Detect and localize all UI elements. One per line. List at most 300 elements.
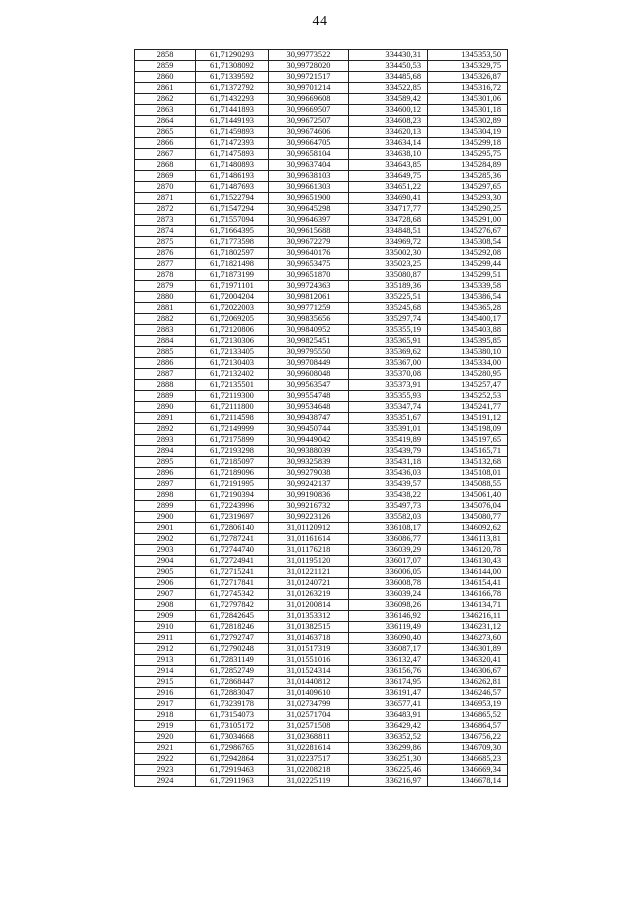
point-number-cell: 2920 xyxy=(135,732,196,743)
table-row xyxy=(135,490,508,501)
latitude-cell: 61,72191995 xyxy=(196,479,269,490)
longitude-cell: 30,99653475 xyxy=(269,259,349,270)
point-number-cell: 2874 xyxy=(135,226,196,237)
x-coordinate-cell: 335297,74 xyxy=(349,314,428,325)
y-coordinate-cell: 1345301,06 xyxy=(428,94,508,105)
coordinates-table xyxy=(134,49,508,787)
point-number-cell: 2876 xyxy=(135,248,196,259)
point-number-cell: 2867 xyxy=(135,149,196,160)
longitude-cell: 31,01382515 xyxy=(269,622,349,633)
table-row xyxy=(135,644,508,655)
x-coordinate-cell: 335365,91 xyxy=(349,336,428,347)
latitude-cell: 61,72744740 xyxy=(196,545,269,556)
x-coordinate-cell: 336352,52 xyxy=(349,732,428,743)
latitude-cell: 61,71459893 xyxy=(196,127,269,138)
y-coordinate-cell: 1345080,77 xyxy=(428,512,508,523)
y-coordinate-cell: 1345241,77 xyxy=(428,402,508,413)
longitude-cell: 31,02208218 xyxy=(269,765,349,776)
table-row xyxy=(135,754,508,765)
x-coordinate-cell: 334450,53 xyxy=(349,61,428,72)
longitude-cell: 30,99825451 xyxy=(269,336,349,347)
point-number-cell: 2902 xyxy=(135,534,196,545)
latitude-cell: 61,71480893 xyxy=(196,160,269,171)
longitude-cell: 30,99669608 xyxy=(269,94,349,105)
latitude-cell: 61,71773598 xyxy=(196,237,269,248)
x-coordinate-cell: 334848,51 xyxy=(349,226,428,237)
table-row xyxy=(135,655,508,666)
table-row xyxy=(135,391,508,402)
longitude-cell: 30,99646397 xyxy=(269,215,349,226)
longitude-cell: 30,99795550 xyxy=(269,347,349,358)
point-number-cell: 2908 xyxy=(135,600,196,611)
x-coordinate-cell: 335355,19 xyxy=(349,325,428,336)
table-row xyxy=(135,633,508,644)
longitude-cell: 31,02237517 xyxy=(269,754,349,765)
longitude-cell: 31,01161614 xyxy=(269,534,349,545)
table-row xyxy=(135,479,508,490)
y-coordinate-cell: 1345380,10 xyxy=(428,347,508,358)
point-number-cell: 2912 xyxy=(135,644,196,655)
table-row xyxy=(135,556,508,567)
point-number-cell: 2872 xyxy=(135,204,196,215)
y-coordinate-cell: 1345403,88 xyxy=(428,325,508,336)
longitude-cell: 30,99554748 xyxy=(269,391,349,402)
point-number-cell: 2914 xyxy=(135,666,196,677)
longitude-cell: 30,99638103 xyxy=(269,171,349,182)
latitude-cell: 61,71308092 xyxy=(196,61,269,72)
y-coordinate-cell: 1346273,60 xyxy=(428,633,508,644)
point-number-cell: 2881 xyxy=(135,303,196,314)
y-coordinate-cell: 1345353,50 xyxy=(428,50,508,61)
table-row xyxy=(135,105,508,116)
y-coordinate-cell: 1345061,40 xyxy=(428,490,508,501)
x-coordinate-cell: 336429,42 xyxy=(349,721,428,732)
longitude-cell: 30,99449042 xyxy=(269,435,349,446)
x-coordinate-cell: 334638,10 xyxy=(349,149,428,160)
point-number-cell: 2889 xyxy=(135,391,196,402)
longitude-cell: 30,99661303 xyxy=(269,182,349,193)
latitude-cell: 61,72717841 xyxy=(196,578,269,589)
x-coordinate-cell: 334643,85 xyxy=(349,160,428,171)
latitude-cell: 61,72831149 xyxy=(196,655,269,666)
point-number-cell: 2904 xyxy=(135,556,196,567)
table-row xyxy=(135,468,508,479)
latitude-cell: 61,72911963 xyxy=(196,776,269,787)
table-row xyxy=(135,380,508,391)
table-row xyxy=(135,545,508,556)
x-coordinate-cell: 336132,47 xyxy=(349,655,428,666)
y-coordinate-cell: 1345252,53 xyxy=(428,391,508,402)
point-number-cell: 2903 xyxy=(135,545,196,556)
table-row xyxy=(135,336,508,347)
table-row xyxy=(135,369,508,380)
longitude-cell: 30,99835656 xyxy=(269,314,349,325)
longitude-cell: 31,02281614 xyxy=(269,743,349,754)
latitude-cell: 61,73239178 xyxy=(196,699,269,710)
latitude-cell: 61,72868447 xyxy=(196,677,269,688)
table-row xyxy=(135,413,508,424)
table-row xyxy=(135,259,508,270)
y-coordinate-cell: 1345304,19 xyxy=(428,127,508,138)
y-coordinate-cell: 1346120,78 xyxy=(428,545,508,556)
x-coordinate-cell: 334608,23 xyxy=(349,116,428,127)
y-coordinate-cell: 1346154,41 xyxy=(428,578,508,589)
y-coordinate-cell: 1345165,71 xyxy=(428,446,508,457)
longitude-cell: 31,02225119 xyxy=(269,776,349,787)
y-coordinate-cell: 1346130,43 xyxy=(428,556,508,567)
table-row xyxy=(135,578,508,589)
table-row xyxy=(135,61,508,72)
x-coordinate-cell: 334651,22 xyxy=(349,182,428,193)
x-coordinate-cell: 334649,75 xyxy=(349,171,428,182)
longitude-cell: 30,99608048 xyxy=(269,369,349,380)
point-number-cell: 2888 xyxy=(135,380,196,391)
y-coordinate-cell: 1346864,57 xyxy=(428,721,508,732)
longitude-cell: 30,99534648 xyxy=(269,402,349,413)
y-coordinate-cell: 1345329,75 xyxy=(428,61,508,72)
point-number-cell: 2885 xyxy=(135,347,196,358)
point-number-cell: 2884 xyxy=(135,336,196,347)
point-number-cell: 2860 xyxy=(135,72,196,83)
y-coordinate-cell: 1346246,57 xyxy=(428,688,508,699)
y-coordinate-cell: 1345400,17 xyxy=(428,314,508,325)
table-row xyxy=(135,699,508,710)
point-number-cell: 2873 xyxy=(135,215,196,226)
x-coordinate-cell: 336039,29 xyxy=(349,545,428,556)
table-row xyxy=(135,50,508,61)
y-coordinate-cell: 1345299,51 xyxy=(428,270,508,281)
table-row xyxy=(135,424,508,435)
x-coordinate-cell: 336577,41 xyxy=(349,699,428,710)
table-row xyxy=(135,83,508,94)
table-row xyxy=(135,402,508,413)
point-number-cell: 2882 xyxy=(135,314,196,325)
longitude-cell: 30,99771259 xyxy=(269,303,349,314)
point-number-cell: 2886 xyxy=(135,358,196,369)
point-number-cell: 2883 xyxy=(135,325,196,336)
point-number-cell: 2913 xyxy=(135,655,196,666)
x-coordinate-cell: 336017,07 xyxy=(349,556,428,567)
latitude-cell: 61,71290293 xyxy=(196,50,269,61)
table-row xyxy=(135,622,508,633)
x-coordinate-cell: 336251,30 xyxy=(349,754,428,765)
point-number-cell: 2864 xyxy=(135,116,196,127)
table-row xyxy=(135,204,508,215)
latitude-cell: 61,72149999 xyxy=(196,424,269,435)
point-number-cell: 2898 xyxy=(135,490,196,501)
y-coordinate-cell: 1345198,09 xyxy=(428,424,508,435)
longitude-cell: 30,99216732 xyxy=(269,501,349,512)
x-coordinate-cell: 335225,51 xyxy=(349,292,428,303)
table-row xyxy=(135,446,508,457)
y-coordinate-cell: 1346306,67 xyxy=(428,666,508,677)
latitude-cell: 61,72787241 xyxy=(196,534,269,545)
y-coordinate-cell: 1345297,65 xyxy=(428,182,508,193)
x-coordinate-cell: 335347,74 xyxy=(349,402,428,413)
longitude-cell: 30,99615688 xyxy=(269,226,349,237)
y-coordinate-cell: 1346144,00 xyxy=(428,567,508,578)
x-coordinate-cell: 335439,79 xyxy=(349,446,428,457)
point-number-cell: 2922 xyxy=(135,754,196,765)
point-number-cell: 2859 xyxy=(135,61,196,72)
latitude-cell: 61,71802597 xyxy=(196,248,269,259)
table-row xyxy=(135,501,508,512)
x-coordinate-cell: 336108,17 xyxy=(349,523,428,534)
y-coordinate-cell: 1345285,36 xyxy=(428,171,508,182)
y-coordinate-cell: 1345299,44 xyxy=(428,259,508,270)
y-coordinate-cell: 1345197,65 xyxy=(428,435,508,446)
x-coordinate-cell: 336006,05 xyxy=(349,567,428,578)
x-coordinate-cell: 334690,41 xyxy=(349,193,428,204)
y-coordinate-cell: 1346756,22 xyxy=(428,732,508,743)
longitude-cell: 31,01221121 xyxy=(269,567,349,578)
longitude-cell: 30,99840952 xyxy=(269,325,349,336)
table-row xyxy=(135,314,508,325)
longitude-cell: 31,01200814 xyxy=(269,600,349,611)
y-coordinate-cell: 1345334,00 xyxy=(428,358,508,369)
table-row xyxy=(135,226,508,237)
y-coordinate-cell: 1345301,18 xyxy=(428,105,508,116)
longitude-cell: 30,99773522 xyxy=(269,50,349,61)
latitude-cell: 61,71522794 xyxy=(196,193,269,204)
x-coordinate-cell: 334969,72 xyxy=(349,237,428,248)
longitude-cell: 30,99388039 xyxy=(269,446,349,457)
y-coordinate-cell: 1345291,00 xyxy=(428,215,508,226)
x-coordinate-cell: 336156,76 xyxy=(349,666,428,677)
table-row xyxy=(135,72,508,83)
y-coordinate-cell: 1346113,81 xyxy=(428,534,508,545)
x-coordinate-cell: 335391,01 xyxy=(349,424,428,435)
x-coordinate-cell: 336225,46 xyxy=(349,765,428,776)
y-coordinate-cell: 1345302,89 xyxy=(428,116,508,127)
latitude-cell: 61,72883047 xyxy=(196,688,269,699)
longitude-cell: 30,99672279 xyxy=(269,237,349,248)
x-coordinate-cell: 335080,87 xyxy=(349,270,428,281)
latitude-cell: 61,72130306 xyxy=(196,336,269,347)
latitude-cell: 61,72130403 xyxy=(196,358,269,369)
latitude-cell: 61,71873199 xyxy=(196,270,269,281)
table-row xyxy=(135,160,508,171)
x-coordinate-cell: 335436,03 xyxy=(349,468,428,479)
y-coordinate-cell: 1345276,67 xyxy=(428,226,508,237)
point-number-cell: 2865 xyxy=(135,127,196,138)
y-coordinate-cell: 1345191,12 xyxy=(428,413,508,424)
longitude-cell: 30,99279038 xyxy=(269,468,349,479)
y-coordinate-cell: 1345386,54 xyxy=(428,292,508,303)
table-row xyxy=(135,303,508,314)
x-coordinate-cell: 335369,62 xyxy=(349,347,428,358)
table-row xyxy=(135,347,508,358)
y-coordinate-cell: 1345290,25 xyxy=(428,204,508,215)
latitude-cell: 61,71971101 xyxy=(196,281,269,292)
table-row xyxy=(135,732,508,743)
x-coordinate-cell: 335189,36 xyxy=(349,281,428,292)
latitude-cell: 61,73105172 xyxy=(196,721,269,732)
point-number-cell: 2869 xyxy=(135,171,196,182)
table-row xyxy=(135,435,508,446)
y-coordinate-cell: 1346953,19 xyxy=(428,699,508,710)
point-number-cell: 2911 xyxy=(135,633,196,644)
y-coordinate-cell: 1346678,14 xyxy=(428,776,508,787)
table-row xyxy=(135,138,508,149)
y-coordinate-cell: 1345292,08 xyxy=(428,248,508,259)
latitude-cell: 61,71472393 xyxy=(196,138,269,149)
table-row xyxy=(135,94,508,105)
table-row xyxy=(135,171,508,182)
point-number-cell: 2895 xyxy=(135,457,196,468)
y-coordinate-cell: 1346216,11 xyxy=(428,611,508,622)
latitude-cell: 61,72797842 xyxy=(196,600,269,611)
x-coordinate-cell: 336119,49 xyxy=(349,622,428,633)
longitude-cell: 30,99701214 xyxy=(269,83,349,94)
point-number-cell: 2862 xyxy=(135,94,196,105)
longitude-cell: 31,01551016 xyxy=(269,655,349,666)
y-coordinate-cell: 1345076,04 xyxy=(428,501,508,512)
y-coordinate-cell: 1346134,71 xyxy=(428,600,508,611)
longitude-cell: 31,01195120 xyxy=(269,556,349,567)
x-coordinate-cell: 335245,68 xyxy=(349,303,428,314)
table-row xyxy=(135,710,508,721)
coordinates-table-body xyxy=(135,50,508,787)
x-coordinate-cell: 334485,68 xyxy=(349,72,428,83)
longitude-cell: 31,02571508 xyxy=(269,721,349,732)
latitude-cell: 61,72724941 xyxy=(196,556,269,567)
x-coordinate-cell: 335497,73 xyxy=(349,501,428,512)
y-coordinate-cell: 1346685,23 xyxy=(428,754,508,765)
latitude-cell: 61,71486193 xyxy=(196,171,269,182)
latitude-cell: 61,71557094 xyxy=(196,215,269,226)
x-coordinate-cell: 335419,89 xyxy=(349,435,428,446)
y-coordinate-cell: 1346301,89 xyxy=(428,644,508,655)
x-coordinate-cell: 335351,67 xyxy=(349,413,428,424)
x-coordinate-cell: 334522,85 xyxy=(349,83,428,94)
x-coordinate-cell: 336090,40 xyxy=(349,633,428,644)
longitude-cell: 30,99640176 xyxy=(269,248,349,259)
latitude-cell: 61,72120806 xyxy=(196,325,269,336)
longitude-cell: 30,99674606 xyxy=(269,127,349,138)
table-row xyxy=(135,237,508,248)
point-number-cell: 2877 xyxy=(135,259,196,270)
latitude-cell: 61,71372792 xyxy=(196,83,269,94)
latitude-cell: 61,72806140 xyxy=(196,523,269,534)
table-row xyxy=(135,325,508,336)
y-coordinate-cell: 1345299,18 xyxy=(428,138,508,149)
y-coordinate-cell: 1346865,52 xyxy=(428,710,508,721)
y-coordinate-cell: 1346669,34 xyxy=(428,765,508,776)
point-number-cell: 2900 xyxy=(135,512,196,523)
table-row xyxy=(135,358,508,369)
point-number-cell: 2917 xyxy=(135,699,196,710)
y-coordinate-cell: 1345339,58 xyxy=(428,281,508,292)
latitude-cell: 61,72193298 xyxy=(196,446,269,457)
longitude-cell: 30,99223126 xyxy=(269,512,349,523)
table-row xyxy=(135,666,508,677)
longitude-cell: 31,01353312 xyxy=(269,611,349,622)
table-row xyxy=(135,765,508,776)
point-number-cell: 2901 xyxy=(135,523,196,534)
x-coordinate-cell: 334634,14 xyxy=(349,138,428,149)
latitude-cell: 61,72190394 xyxy=(196,490,269,501)
table-row xyxy=(135,567,508,578)
point-number-cell: 2863 xyxy=(135,105,196,116)
latitude-cell: 61,71547294 xyxy=(196,204,269,215)
longitude-cell: 30,99651870 xyxy=(269,270,349,281)
table-row xyxy=(135,677,508,688)
x-coordinate-cell: 335431,18 xyxy=(349,457,428,468)
point-number-cell: 2915 xyxy=(135,677,196,688)
table-row xyxy=(135,776,508,787)
latitude-cell: 61,72133405 xyxy=(196,347,269,358)
latitude-cell: 61,72790248 xyxy=(196,644,269,655)
latitude-cell: 61,71441893 xyxy=(196,105,269,116)
longitude-cell: 30,99658104 xyxy=(269,149,349,160)
latitude-cell: 61,72119300 xyxy=(196,391,269,402)
longitude-cell: 30,99669507 xyxy=(269,105,349,116)
longitude-cell: 31,01263219 xyxy=(269,589,349,600)
latitude-cell: 61,72818246 xyxy=(196,622,269,633)
point-number-cell: 2916 xyxy=(135,688,196,699)
point-number-cell: 2871 xyxy=(135,193,196,204)
x-coordinate-cell: 334589,42 xyxy=(349,94,428,105)
longitude-cell: 30,99651900 xyxy=(269,193,349,204)
x-coordinate-cell: 336087,17 xyxy=(349,644,428,655)
x-coordinate-cell: 334600,12 xyxy=(349,105,428,116)
latitude-cell: 61,72132402 xyxy=(196,369,269,380)
x-coordinate-cell: 336008,78 xyxy=(349,578,428,589)
x-coordinate-cell: 334430,31 xyxy=(349,50,428,61)
y-coordinate-cell: 1345295,75 xyxy=(428,149,508,160)
table-row xyxy=(135,523,508,534)
y-coordinate-cell: 1346709,30 xyxy=(428,743,508,754)
table-row xyxy=(135,149,508,160)
latitude-cell: 61,72111800 xyxy=(196,402,269,413)
table-row xyxy=(135,182,508,193)
longitude-cell: 30,99450744 xyxy=(269,424,349,435)
point-number-cell: 2879 xyxy=(135,281,196,292)
latitude-cell: 61,72319697 xyxy=(196,512,269,523)
table-row xyxy=(135,116,508,127)
point-number-cell: 2921 xyxy=(135,743,196,754)
point-number-cell: 2894 xyxy=(135,446,196,457)
point-number-cell: 2907 xyxy=(135,589,196,600)
latitude-cell: 61,72942864 xyxy=(196,754,269,765)
latitude-cell: 61,72842645 xyxy=(196,611,269,622)
latitude-cell: 61,72135501 xyxy=(196,380,269,391)
latitude-cell: 61,71449193 xyxy=(196,116,269,127)
table-row xyxy=(135,512,508,523)
table-row xyxy=(135,688,508,699)
x-coordinate-cell: 336098,26 xyxy=(349,600,428,611)
table-row xyxy=(135,611,508,622)
longitude-cell: 30,99672507 xyxy=(269,116,349,127)
latitude-cell: 61,72919463 xyxy=(196,765,269,776)
x-coordinate-cell: 335439,57 xyxy=(349,479,428,490)
longitude-cell: 30,99664705 xyxy=(269,138,349,149)
longitude-cell: 30,99563547 xyxy=(269,380,349,391)
x-coordinate-cell: 336483,91 xyxy=(349,710,428,721)
latitude-cell: 61,72069205 xyxy=(196,314,269,325)
latitude-cell: 61,72004204 xyxy=(196,292,269,303)
y-coordinate-cell: 1345108,01 xyxy=(428,468,508,479)
longitude-cell: 31,02571704 xyxy=(269,710,349,721)
y-coordinate-cell: 1345316,72 xyxy=(428,83,508,94)
y-coordinate-cell: 1345257,47 xyxy=(428,380,508,391)
x-coordinate-cell: 336191,47 xyxy=(349,688,428,699)
point-number-cell: 2892 xyxy=(135,424,196,435)
longitude-cell: 30,99242137 xyxy=(269,479,349,490)
latitude-cell: 61,72114598 xyxy=(196,413,269,424)
table-row xyxy=(135,215,508,226)
